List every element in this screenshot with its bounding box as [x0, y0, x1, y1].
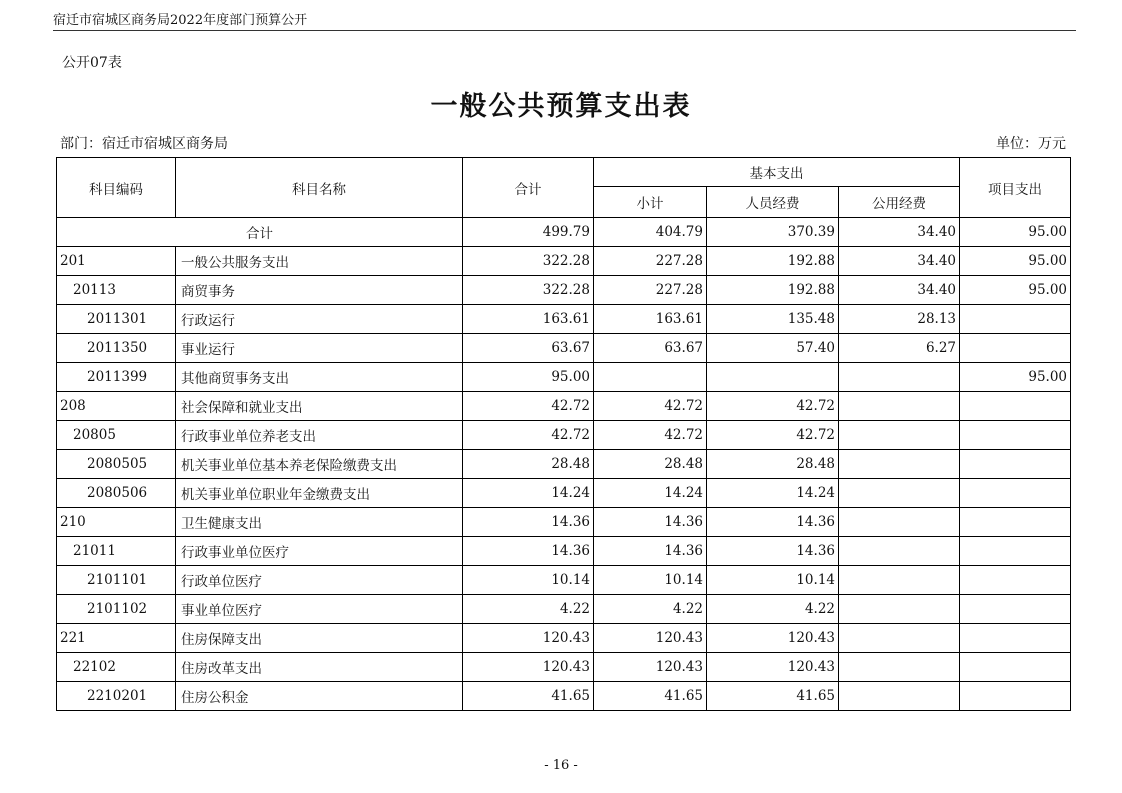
name-cell: 住房改革支出: [176, 653, 463, 682]
total-cell: 95.00: [463, 363, 594, 392]
public-cell: 34.40: [839, 218, 960, 247]
code-cell: 2011301: [57, 305, 176, 334]
total-cell: 10.14: [463, 566, 594, 595]
public-cell: [839, 450, 960, 479]
personnel-cell: 4.22: [707, 595, 839, 624]
project-cell: [960, 479, 1071, 508]
code-cell: 20113: [57, 276, 176, 305]
personnel-cell: [707, 363, 839, 392]
header-basic: 基本支出: [594, 158, 960, 187]
header-total: 合计: [463, 158, 594, 218]
table-row: [57, 595, 1071, 624]
project-cell: [960, 508, 1071, 537]
code-cell: 2210201: [57, 682, 176, 711]
project-cell: [960, 305, 1071, 334]
personnel-cell: 192.88: [707, 247, 839, 276]
running-header: 宿迁市宿城区商务局2022年度部门预算公开: [53, 13, 308, 28]
name-cell: 行政单位医疗: [176, 566, 463, 595]
total-cell: 4.22: [463, 595, 594, 624]
header-name: 科目名称: [176, 158, 463, 218]
total-cell: 120.43: [463, 624, 594, 653]
table-row: [57, 450, 1071, 479]
name-cell: 行政事业单位医疗: [176, 537, 463, 566]
public-cell: 34.40: [839, 276, 960, 305]
subtotal-cell: [594, 363, 707, 392]
total-cell: 42.72: [463, 392, 594, 421]
personnel-cell: 14.36: [707, 508, 839, 537]
personnel-cell: 135.48: [707, 305, 839, 334]
subtotal-cell: 4.22: [594, 595, 707, 624]
subtotal-cell: 28.48: [594, 450, 707, 479]
header-divider: [53, 30, 1076, 31]
code-cell: 201: [57, 247, 176, 276]
name-cell: 社会保障和就业支出: [176, 392, 463, 421]
public-cell: 28.13: [839, 305, 960, 334]
name-cell: 机关事业单位职业年金缴费支出: [176, 479, 463, 508]
code-cell: 2101102: [57, 595, 176, 624]
personnel-cell: 192.88: [707, 276, 839, 305]
code-cell: 2101101: [57, 566, 176, 595]
subtotal-cell: 41.65: [594, 682, 707, 711]
project-cell: [960, 595, 1071, 624]
code-cell: 20805: [57, 421, 176, 450]
table-row: [57, 682, 1071, 711]
subtotal-cell: 10.14: [594, 566, 707, 595]
total-cell: 14.36: [463, 508, 594, 537]
public-cell: [839, 653, 960, 682]
code-cell: 208: [57, 392, 176, 421]
personnel-cell: 120.43: [707, 624, 839, 653]
subtotal-cell: 227.28: [594, 276, 707, 305]
public-cell: 6.27: [839, 334, 960, 363]
public-cell: 34.40: [839, 247, 960, 276]
code-cell: 21011: [57, 537, 176, 566]
public-cell: [839, 682, 960, 711]
total-cell: 163.61: [463, 305, 594, 334]
total-cell: 14.36: [463, 537, 594, 566]
name-cell: 卫生健康支出: [176, 508, 463, 537]
project-cell: [960, 566, 1071, 595]
personnel-cell: 14.24: [707, 479, 839, 508]
total-cell: 14.24: [463, 479, 594, 508]
subtotal-cell: 42.72: [594, 392, 707, 421]
public-cell: [839, 566, 960, 595]
total-cell: 322.28: [463, 247, 594, 276]
header-personnel: 人员经费: [707, 187, 839, 218]
table-row: [57, 305, 1071, 334]
name-cell: 事业运行: [176, 334, 463, 363]
project-cell: [960, 624, 1071, 653]
public-cell: [839, 624, 960, 653]
public-cell: [839, 595, 960, 624]
total-cell: 42.72: [463, 421, 594, 450]
subtotal-cell: 14.36: [594, 508, 707, 537]
header-code: 科目编码: [57, 158, 176, 218]
public-cell: [839, 508, 960, 537]
table-row: [57, 624, 1071, 653]
project-cell: [960, 450, 1071, 479]
budget-table: [56, 157, 1071, 711]
header-project: 项目支出: [960, 158, 1071, 218]
subtotal-cell: 120.43: [594, 653, 707, 682]
subtotal-cell: 404.79: [594, 218, 707, 247]
personnel-cell: 42.72: [707, 421, 839, 450]
code-cell: 210: [57, 508, 176, 537]
personnel-cell: 14.36: [707, 537, 839, 566]
subtotal-cell: 14.24: [594, 479, 707, 508]
personnel-cell: 42.72: [707, 392, 839, 421]
table-row: [57, 392, 1071, 421]
personnel-cell: 57.40: [707, 334, 839, 363]
table-row: [57, 421, 1071, 450]
total-label: 合计: [57, 218, 463, 247]
table-row: [57, 276, 1071, 305]
table-row: [57, 566, 1071, 595]
table-row: [57, 363, 1071, 392]
personnel-cell: 120.43: [707, 653, 839, 682]
total-cell: 63.67: [463, 334, 594, 363]
total-cell: 41.65: [463, 682, 594, 711]
project-cell: [960, 421, 1071, 450]
public-cell: [839, 479, 960, 508]
unit-label: 单位：万元: [996, 136, 1066, 152]
name-cell: 住房保障支出: [176, 624, 463, 653]
subtotal-cell: 42.72: [594, 421, 707, 450]
total-cell: 28.48: [463, 450, 594, 479]
code-cell: 22102: [57, 653, 176, 682]
table-row: [57, 334, 1071, 363]
name-cell: 一般公共服务支出: [176, 247, 463, 276]
public-cell: [839, 421, 960, 450]
total-cell: 499.79: [463, 218, 594, 247]
header-subtotal: 小计: [594, 187, 707, 218]
subtotal-cell: 63.67: [594, 334, 707, 363]
public-cell: [839, 537, 960, 566]
subtotal-cell: 227.28: [594, 247, 707, 276]
page-title: 一般公共预算支出表: [430, 91, 692, 122]
subtotal-cell: 120.43: [594, 624, 707, 653]
subtotal-cell: 14.36: [594, 537, 707, 566]
name-cell: 行政事业单位养老支出: [176, 421, 463, 450]
total-cell: 322.28: [463, 276, 594, 305]
code-cell: 2011350: [57, 334, 176, 363]
personnel-cell: 41.65: [707, 682, 839, 711]
project-cell: 95.00: [960, 363, 1071, 392]
code-cell: 2080506: [57, 479, 176, 508]
total-cell: 120.43: [463, 653, 594, 682]
personnel-cell: 28.48: [707, 450, 839, 479]
name-cell: 行政运行: [176, 305, 463, 334]
page-number: - 16 -: [544, 758, 578, 773]
personnel-cell: 370.39: [707, 218, 839, 247]
total-row: [57, 218, 1071, 247]
department-label: 部门：宿迁市宿城区商务局: [60, 136, 228, 152]
document-number: 公开07表: [62, 55, 122, 71]
name-cell: 住房公积金: [176, 682, 463, 711]
personnel-cell: 10.14: [707, 566, 839, 595]
project-cell: [960, 537, 1071, 566]
project-cell: [960, 682, 1071, 711]
project-cell: [960, 653, 1071, 682]
table-row: [57, 479, 1071, 508]
table-row: [57, 508, 1071, 537]
code-cell: 2011399: [57, 363, 176, 392]
name-cell: 其他商贸事务支出: [176, 363, 463, 392]
header-public: 公用经费: [839, 187, 960, 218]
name-cell: 商贸事务: [176, 276, 463, 305]
code-cell: 2080505: [57, 450, 176, 479]
name-cell: 事业单位医疗: [176, 595, 463, 624]
project-cell: 95.00: [960, 276, 1071, 305]
subtotal-cell: 163.61: [594, 305, 707, 334]
project-cell: 95.00: [960, 247, 1071, 276]
table-row: [57, 537, 1071, 566]
project-cell: [960, 334, 1071, 363]
public-cell: [839, 363, 960, 392]
project-cell: 95.00: [960, 218, 1071, 247]
code-cell: 221: [57, 624, 176, 653]
table-row: [57, 247, 1071, 276]
public-cell: [839, 392, 960, 421]
project-cell: [960, 392, 1071, 421]
name-cell: 机关事业单位基本养老保险缴费支出: [176, 450, 463, 479]
table-row: [57, 653, 1071, 682]
